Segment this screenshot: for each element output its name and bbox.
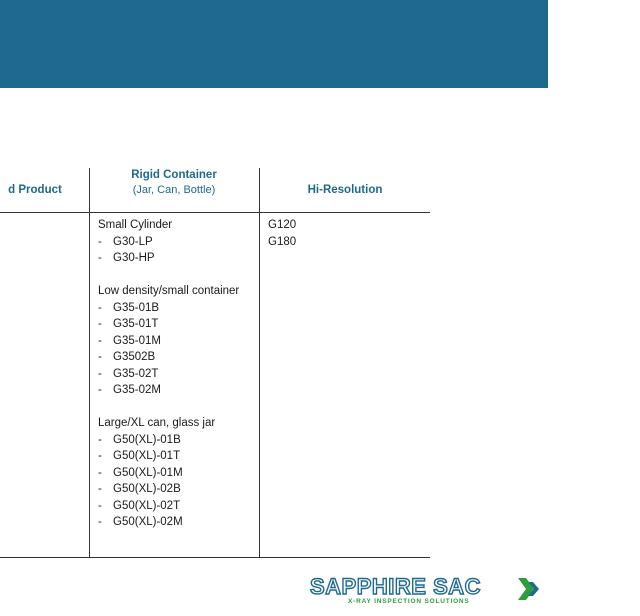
model-item: - G50(XL)-02M xyxy=(98,516,183,528)
column-divider xyxy=(259,168,260,558)
model-item: - G50(XL)-01T xyxy=(98,450,181,462)
model-group xyxy=(98,217,256,267)
group-title: Small Cylinder xyxy=(98,219,173,231)
header-banner xyxy=(0,0,548,88)
column-header-hi-resolution: Hi-Resolution xyxy=(307,184,383,196)
model-item: - G3502B xyxy=(98,351,156,363)
table-bottom-line xyxy=(0,557,430,558)
model-item: - G35-02T xyxy=(98,367,159,380)
model-group xyxy=(98,415,256,531)
column-divider xyxy=(89,168,90,558)
model-group xyxy=(98,283,256,399)
model-item: - G50(XL)-02T xyxy=(98,499,181,512)
model-item: G120 xyxy=(268,219,297,231)
column-header-subtitle: (Jar, Can, Bottle) xyxy=(132,184,216,196)
column-header-title: Rigid Container xyxy=(131,169,217,181)
logo-tagline: X-RAY INSPECTION SOLUTIONS xyxy=(348,598,470,605)
column-header-rigid-container xyxy=(90,168,258,212)
rigid-container-cell xyxy=(98,217,256,547)
chevron-arrow-icon xyxy=(518,578,544,600)
group-title: Large/XL can, glass jar xyxy=(98,417,216,429)
sapphire-sac-logo xyxy=(310,574,550,610)
hi-resolution-cell xyxy=(268,217,418,250)
model-item: - G50(XL)-02B xyxy=(98,483,181,495)
group-title: Low density/small container xyxy=(98,285,240,297)
model-item: - G30-HP xyxy=(98,252,155,264)
model-item: - G35-01B xyxy=(98,301,160,314)
logo-wordmark: SAPPHIRE SAC xyxy=(310,574,482,599)
model-item: G180 xyxy=(268,235,297,248)
column-header-product: d Product xyxy=(8,184,62,196)
model-item: - G35-01M xyxy=(98,334,161,347)
model-item: - G50(XL)-01B xyxy=(98,433,181,446)
model-item: - G35-02M xyxy=(98,384,161,396)
header-divider xyxy=(0,212,430,213)
model-item: - G50(XL)-01M xyxy=(98,466,183,479)
model-item: - G35-01T xyxy=(98,318,159,330)
model-item: - G30-LP xyxy=(98,235,153,248)
